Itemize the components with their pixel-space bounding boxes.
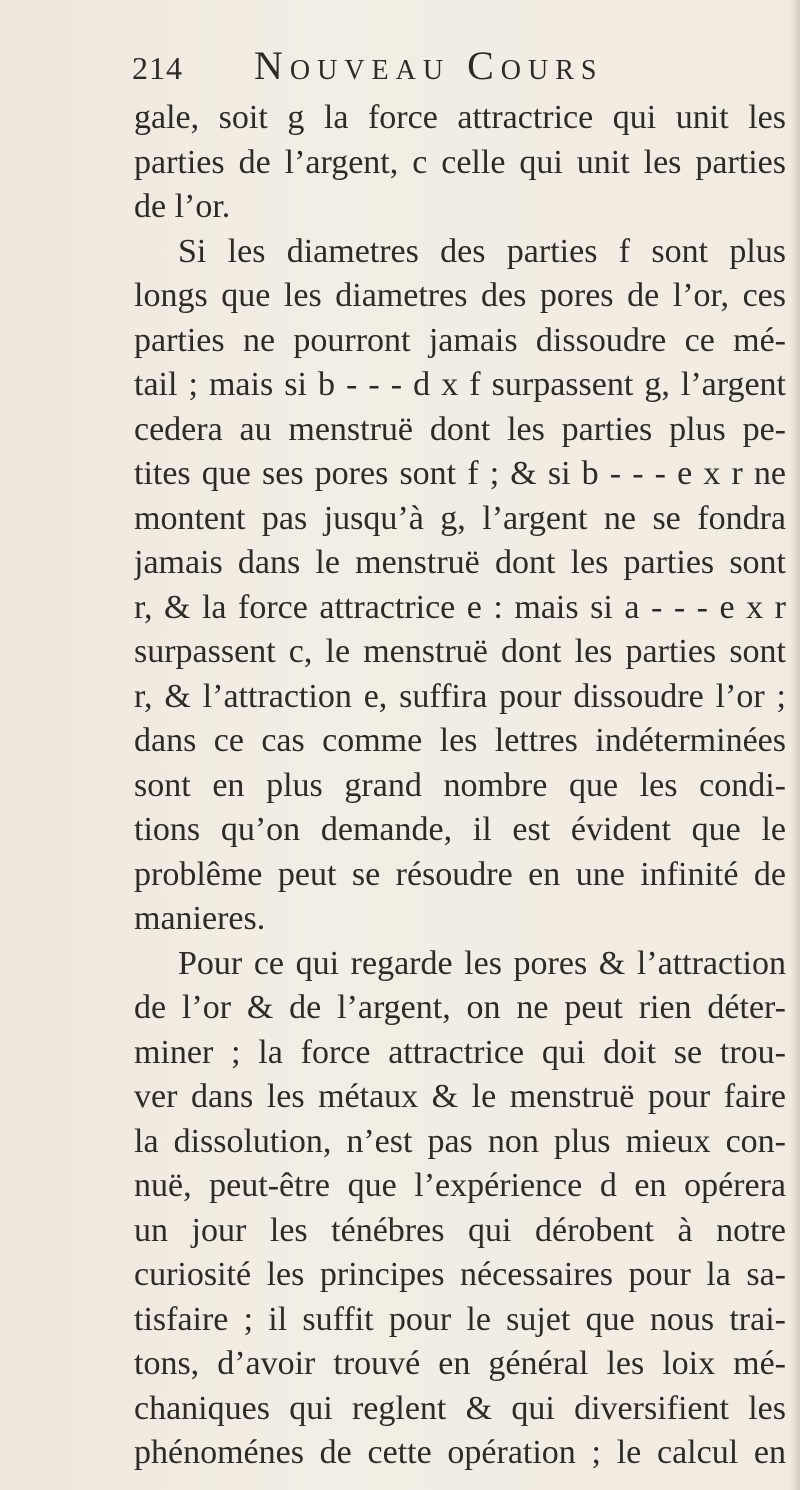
text-line: tisfaire ; il suffit pour le sujet que nous trai- xyxy=(134,1300,786,1338)
text-line: problême peut se résoudre en une infinité de xyxy=(134,855,786,893)
running-title: Nouveau Cours xyxy=(254,43,604,88)
text-line: sont en plus grand nombre que les condi- xyxy=(134,766,786,804)
text-line: tions qu’on demande, il est évident que le xyxy=(134,811,786,848)
text-line: parties de l’argent, c celle qui unit les parties xyxy=(134,143,786,181)
paragraph-start-line: Pour ce qui regarde les pores & l’attraction xyxy=(178,944,786,982)
text-line: de l’or & de l’argent, on ne peut rien déter- xyxy=(134,989,786,1026)
text-line: r, & l’attraction e, suffira pour dissoudre l’or ; xyxy=(134,677,786,715)
text-line: miner ; la force attractrice qui doit se trou- xyxy=(134,1033,786,1071)
text-line: r, & la force attractrice e : mais si a - - - e x r xyxy=(134,588,786,626)
body-text xyxy=(134,96,786,1476)
text-line: longs que les diametres des pores de l’or, ces xyxy=(134,277,786,314)
text-line: dans ce cas comme les lettres indéterminées xyxy=(134,722,786,759)
paragraph-start-line: Si les diametres des parties f sont plus xyxy=(178,232,786,270)
page-edge-shadow xyxy=(790,0,800,1490)
text-line: un jour les ténébres qui dérobent à notre xyxy=(134,1211,786,1249)
text-line: phénoménes de cette opération ; le calcul en xyxy=(134,1434,786,1471)
text-line: de l’or. xyxy=(134,188,231,225)
text-line: nuë, peut-être que l’expérience d en opérera xyxy=(134,1167,786,1204)
text-line: montent pas jusqu’à g, l’argent ne se fondra xyxy=(134,499,786,537)
text-line: ver dans les métaux & le menstruë pour faire xyxy=(134,1078,786,1115)
text-line: tites que ses pores sont f ; & si b - - - e x r ne xyxy=(134,455,786,492)
text-line: cedera au menstruë dont les parties plus pe- xyxy=(134,410,786,448)
text-line: chaniques qui reglent & qui diversifient les xyxy=(134,1389,786,1427)
text-line: parties ne pourront jamais dissoudre ce mé- xyxy=(134,321,786,359)
text-line: jamais dans le menstruë dont les parties sont xyxy=(134,544,786,581)
text-line: manieres. xyxy=(134,900,266,937)
text-line: tons, d’avoir trouvé en général les loix mé- xyxy=(134,1345,786,1382)
text-line: tail ; mais si b - - - d x f surpassent g, l’argent xyxy=(134,366,786,403)
text-line: surpassent c, le menstruë dont les parties sont xyxy=(134,633,786,670)
page-header xyxy=(132,42,772,92)
page-number: 214 xyxy=(132,50,183,86)
text-line: la dissolution, n’est pas non plus mieux con- xyxy=(134,1122,786,1160)
text-line: gale, soit g la force attractrice qui unit les xyxy=(134,99,786,136)
text-line: curiosité les principes nécessaires pour la sa- xyxy=(134,1256,786,1293)
